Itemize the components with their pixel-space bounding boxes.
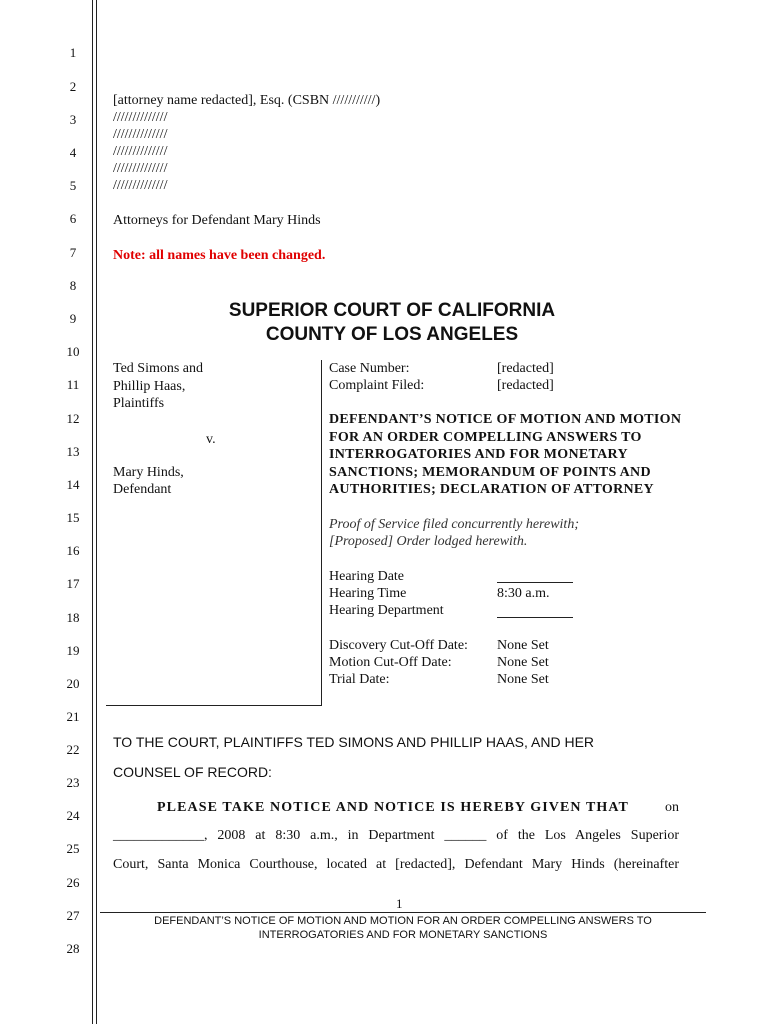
trial-date-value: None Set bbox=[497, 672, 549, 687]
line-number: 20 bbox=[66, 676, 80, 691]
line-number: 14 bbox=[66, 477, 80, 492]
discovery-cutoff-value: None Set bbox=[497, 638, 549, 653]
attorney-redacted-line: ////////////// bbox=[113, 144, 168, 159]
line-number: 6 bbox=[69, 211, 77, 226]
footer-title-line-1: DEFENDANT’S NOTICE OF MOTION AND MOTION FOR AN ORDER COMPELLING ANSWERS TO bbox=[154, 915, 652, 927]
note-line: Note: all names have been changed. bbox=[113, 248, 326, 263]
line-number: 1 bbox=[69, 45, 77, 60]
line-number: 18 bbox=[66, 610, 80, 625]
case-number-label: Case Number: bbox=[329, 361, 410, 376]
complaint-filed-value: [redacted] bbox=[497, 378, 554, 393]
versus: v. bbox=[206, 432, 216, 447]
line-number: 13 bbox=[66, 444, 80, 459]
plaintiff-name-2: Phillip Haas, bbox=[113, 379, 186, 394]
discovery-cutoff-label: Discovery Cut-Off Date: bbox=[329, 638, 468, 653]
line-number: 4 bbox=[69, 145, 77, 160]
hearing-date-label: Hearing Date bbox=[329, 569, 405, 584]
hearing-date-blank bbox=[497, 582, 573, 583]
caption-divider-horizontal bbox=[106, 705, 322, 706]
motion-title: DEFENDANT’S NOTICE OF MOTION AND MOTION FOR AN ORDER COMPELLING ANSWERS TO INTERROGATORIES AND FOR MONETARY SANCTIONS; MEMORANDUM OF POINTS AND AUTHORITIES; DECLARATION OF ATTORNEY bbox=[329, 412, 682, 497]
line-number: 15 bbox=[66, 510, 80, 525]
line-number: 24 bbox=[66, 808, 80, 823]
line-number: 7 bbox=[69, 245, 77, 260]
attorney-redacted-line: ////////////// bbox=[113, 161, 168, 176]
attorney-name-line: [attorney name redacted], Esq. (CSBN ///////////) bbox=[113, 93, 381, 108]
notice-on-text: on bbox=[665, 800, 679, 815]
defendant-role: Defendant bbox=[113, 482, 172, 497]
court-county: COUNTY OF LOS ANGELES bbox=[265, 324, 519, 345]
proof-of-service-line: Proof of Service filed concurrently herewith; bbox=[329, 517, 579, 532]
attorneys-for-line: Attorneys for Defendant Mary Hinds bbox=[113, 213, 321, 228]
defendant-name: Mary Hinds, bbox=[113, 465, 184, 480]
line-number: 19 bbox=[66, 643, 80, 658]
line-number: 10 bbox=[66, 344, 80, 359]
caption-divider-vertical bbox=[321, 360, 322, 705]
margin-rule-inner bbox=[96, 0, 97, 1024]
attorney-redacted-line: ////////////// bbox=[113, 178, 168, 193]
motion-cutoff-label: Motion Cut-Off Date: bbox=[329, 655, 452, 670]
line-number: 26 bbox=[66, 875, 80, 890]
body-line-2: _____________, 2008 at 8:30 a.m., in Department ______ of the Los Angeles Superior bbox=[113, 828, 679, 843]
hearing-department-label: Hearing Department bbox=[329, 603, 444, 618]
line-number: 9 bbox=[69, 311, 77, 326]
line-number: 17 bbox=[66, 576, 80, 591]
line-number: 25 bbox=[66, 841, 80, 856]
line-number: 16 bbox=[66, 543, 80, 558]
hearing-department-blank bbox=[497, 617, 573, 618]
complaint-filed-label: Complaint Filed: bbox=[329, 378, 425, 393]
attorney-redacted-line: ////////////// bbox=[113, 127, 168, 142]
motion-cutoff-value: None Set bbox=[497, 655, 549, 670]
margin-rule-outer bbox=[92, 0, 93, 1024]
line-number: 12 bbox=[66, 411, 80, 426]
proposed-order-line: [Proposed] Order lodged herewith. bbox=[329, 534, 528, 549]
notice-lead-in bbox=[157, 799, 679, 816]
case-number-value: [redacted] bbox=[497, 361, 554, 376]
line-number: 11 bbox=[66, 377, 80, 392]
addressee-line-2: COUNSEL OF RECORD: bbox=[113, 764, 272, 780]
line-number: 23 bbox=[66, 775, 80, 790]
page-number: 1 bbox=[396, 896, 403, 911]
hearing-time-value: 8:30 a.m. bbox=[497, 586, 550, 601]
line-number: 8 bbox=[69, 278, 77, 293]
footer-rule bbox=[100, 912, 706, 913]
plaintiff-role: Plaintiffs bbox=[113, 396, 165, 411]
addressee-line-1: TO THE COURT, PLAINTIFFS TED SIMONS AND PHILLIP HAAS, AND HER bbox=[113, 734, 595, 750]
body-line-3: Court, Santa Monica Courthouse, located at [redacted], Defendant Mary Hinds (hereinafter bbox=[113, 857, 679, 872]
line-number: 5 bbox=[69, 178, 77, 193]
court-name: SUPERIOR COURT OF CALIFORNIA bbox=[228, 300, 556, 321]
footer-title-line-2: INTERROGATORIES AND FOR MONETARY SANCTIONS bbox=[258, 929, 548, 941]
line-number: 2 bbox=[69, 79, 77, 94]
line-number: 28 bbox=[66, 941, 80, 956]
line-number: 21 bbox=[66, 709, 80, 724]
line-number: 22 bbox=[66, 742, 80, 757]
hearing-time-label: Hearing Time bbox=[329, 586, 407, 601]
line-number: 3 bbox=[69, 112, 77, 127]
notice-bold-text: PLEASE TAKE NOTICE AND NOTICE IS HEREBY GIVEN THAT bbox=[157, 800, 629, 815]
attorney-redacted-line: ////////////// bbox=[113, 110, 168, 125]
trial-date-label: Trial Date: bbox=[329, 672, 390, 687]
line-number: 27 bbox=[66, 908, 80, 923]
plaintiff-name-1: Ted Simons and bbox=[113, 361, 204, 376]
